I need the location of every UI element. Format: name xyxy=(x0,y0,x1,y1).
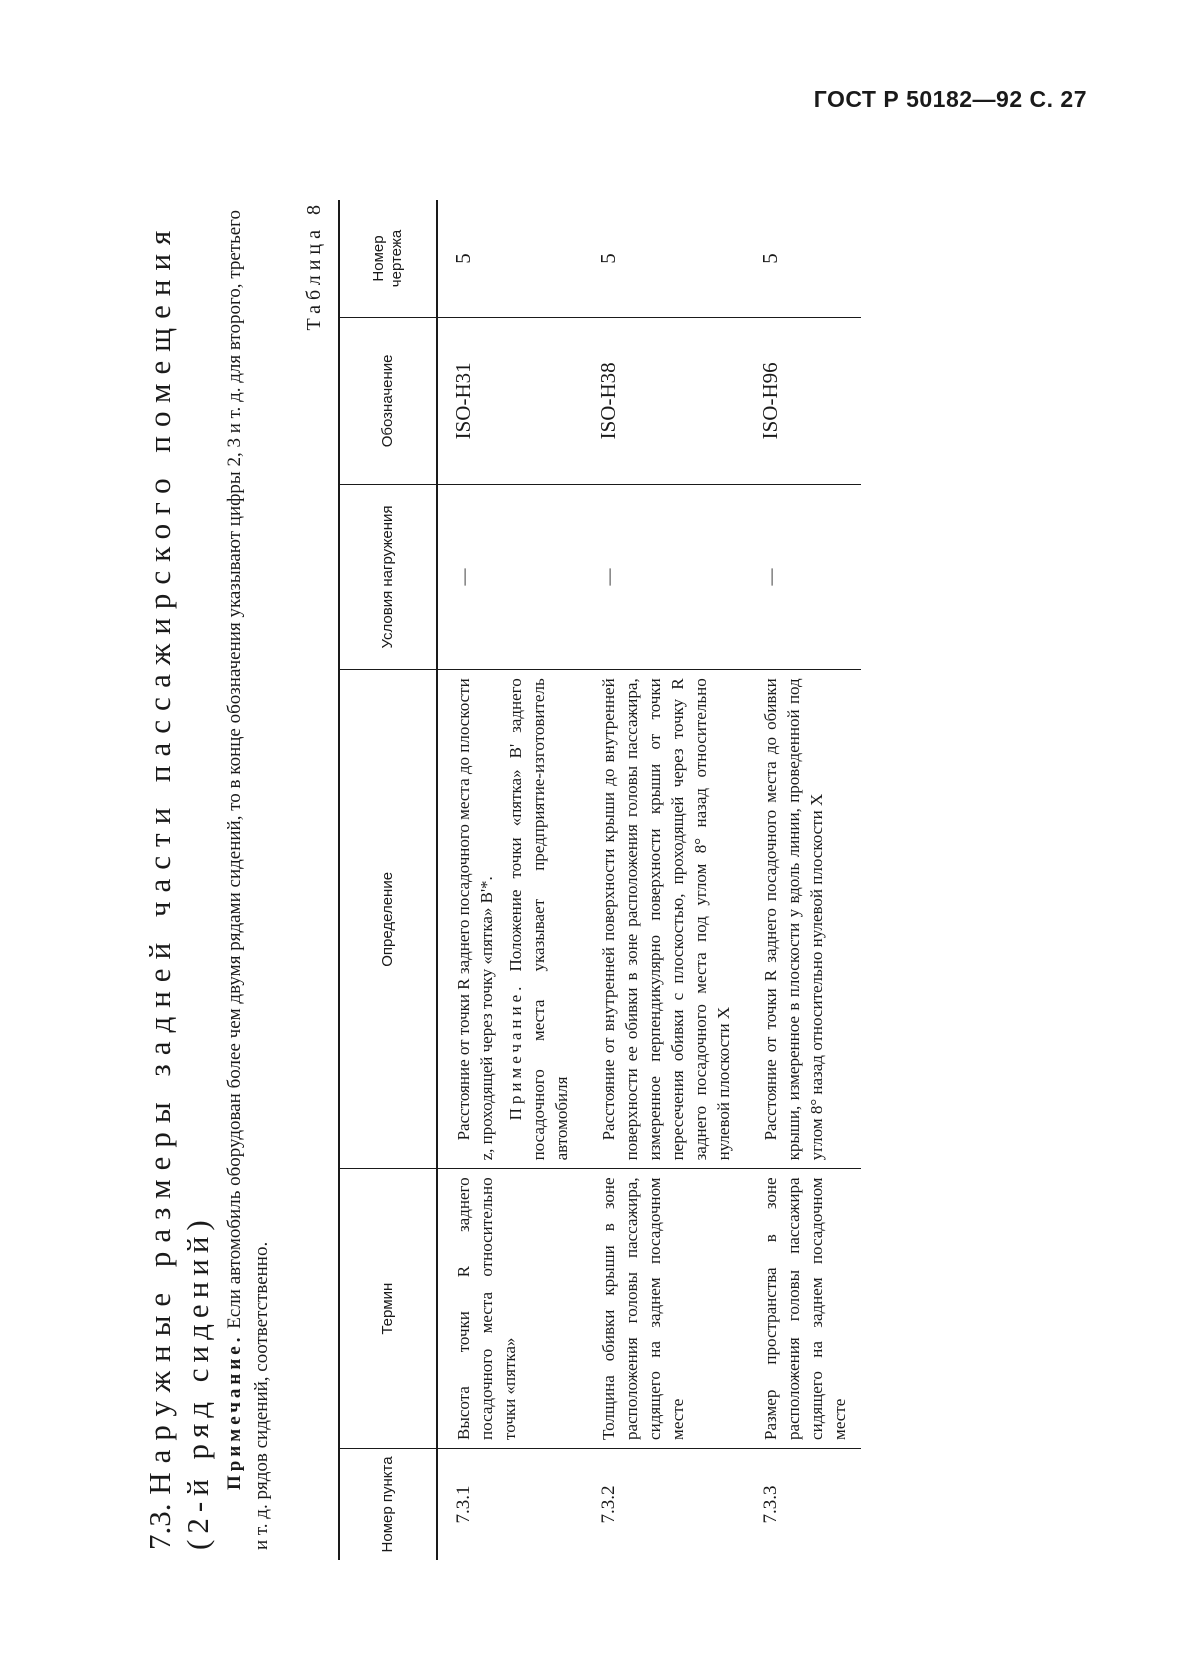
row-term: Размер пространства в зоне расположения головы пассажира сидящего на заднем посадочном месте xyxy=(745,1169,861,1449)
definition-text: Расстояние от внутренней поверхности крыши до внутренней поверхности ее обивки в зоне расположения головы пассажира, измеренное перпендикулярно поверхности крыши от точки пересечения обивки с плоскостью, проходящей через точку R заднего посадочного места под углом 8° назад относительно нулевой плоскости X xyxy=(599,678,733,1161)
table-header-row xyxy=(339,200,437,1560)
definition-text: Расстояние от точки R заднего посадочного места до обивки крыши, измеренное в плоскости y вдоль линии, проведенной под углом 8° назад относительно нулевой плоскости X xyxy=(761,678,826,1161)
section-subtitle: (2-й ряд сидений) xyxy=(180,1214,215,1550)
column-header-definition: Определение xyxy=(339,670,437,1169)
terms-table xyxy=(338,200,861,1560)
definition-text: Расстояние от точки R заднего посадочного места до плоскости z, проходящей через точку «пятка» В'*. xyxy=(454,678,496,1161)
definition-note xyxy=(504,678,573,1160)
section-note xyxy=(221,210,275,1550)
row-load: — xyxy=(583,484,745,670)
page-header: ГОСТ Р 50182—92 С. 27 xyxy=(813,86,1087,112)
column-header-term: Термин xyxy=(339,1169,437,1449)
row-definition xyxy=(437,670,583,1169)
row-drawing: 5 xyxy=(583,200,745,317)
table-row xyxy=(745,200,861,1560)
row-definition xyxy=(745,670,861,1169)
section-number: 7.3. xyxy=(142,1503,177,1550)
row-number: 7.3.3 xyxy=(760,1485,781,1524)
row-code: ISO-H96 xyxy=(745,317,861,484)
table-row xyxy=(437,200,583,1560)
row-number: 7.3.2 xyxy=(598,1485,619,1524)
column-header-code: Обозначение xyxy=(339,317,437,484)
row-definition xyxy=(583,670,745,1169)
row-term: Высота точки R заднего посадочного места относительно точки «пятка» xyxy=(437,1169,583,1449)
note-label: Примечание. xyxy=(224,1333,245,1490)
row-load: — xyxy=(745,484,861,670)
note-text: Если автомобиль оборудован более чем двумя рядами сидений, то в конце обозначения указывают цифры 2, 3 и т. д. для второго, третьего и т. д. рядов сидений, соответственно. xyxy=(224,209,272,1550)
definition-note-text: Положение точки «пятка» В' заднего посадочного места указывает предприятие-изготовитель автомобиля xyxy=(506,678,571,1161)
rotated-page-content xyxy=(133,200,1053,1560)
section-title: Наружные размеры задней части пассажирского помещения xyxy=(142,221,177,1495)
row-number: 7.3.1 xyxy=(453,1485,474,1524)
row-drawing: 5 xyxy=(437,200,583,317)
row-drawing: 5 xyxy=(745,200,861,317)
row-code: ISO-H31 xyxy=(437,317,583,484)
column-header-number: Номер пункта xyxy=(339,1448,437,1560)
row-term: Толщина обивки крыши в зоне расположения головы пассажира, сидящего на заднем посадочном месте xyxy=(583,1169,745,1449)
table-caption: Таблица 8 xyxy=(303,200,325,331)
row-code: ISO-H38 xyxy=(583,317,745,484)
column-header-load: Условия нагружения xyxy=(339,484,437,670)
section-heading xyxy=(141,210,217,1550)
column-header-drawing: Номер чертежа xyxy=(339,200,437,317)
row-load: — xyxy=(437,484,583,670)
table-row xyxy=(583,200,745,1560)
definition-note-label: Примечание. xyxy=(506,982,525,1121)
